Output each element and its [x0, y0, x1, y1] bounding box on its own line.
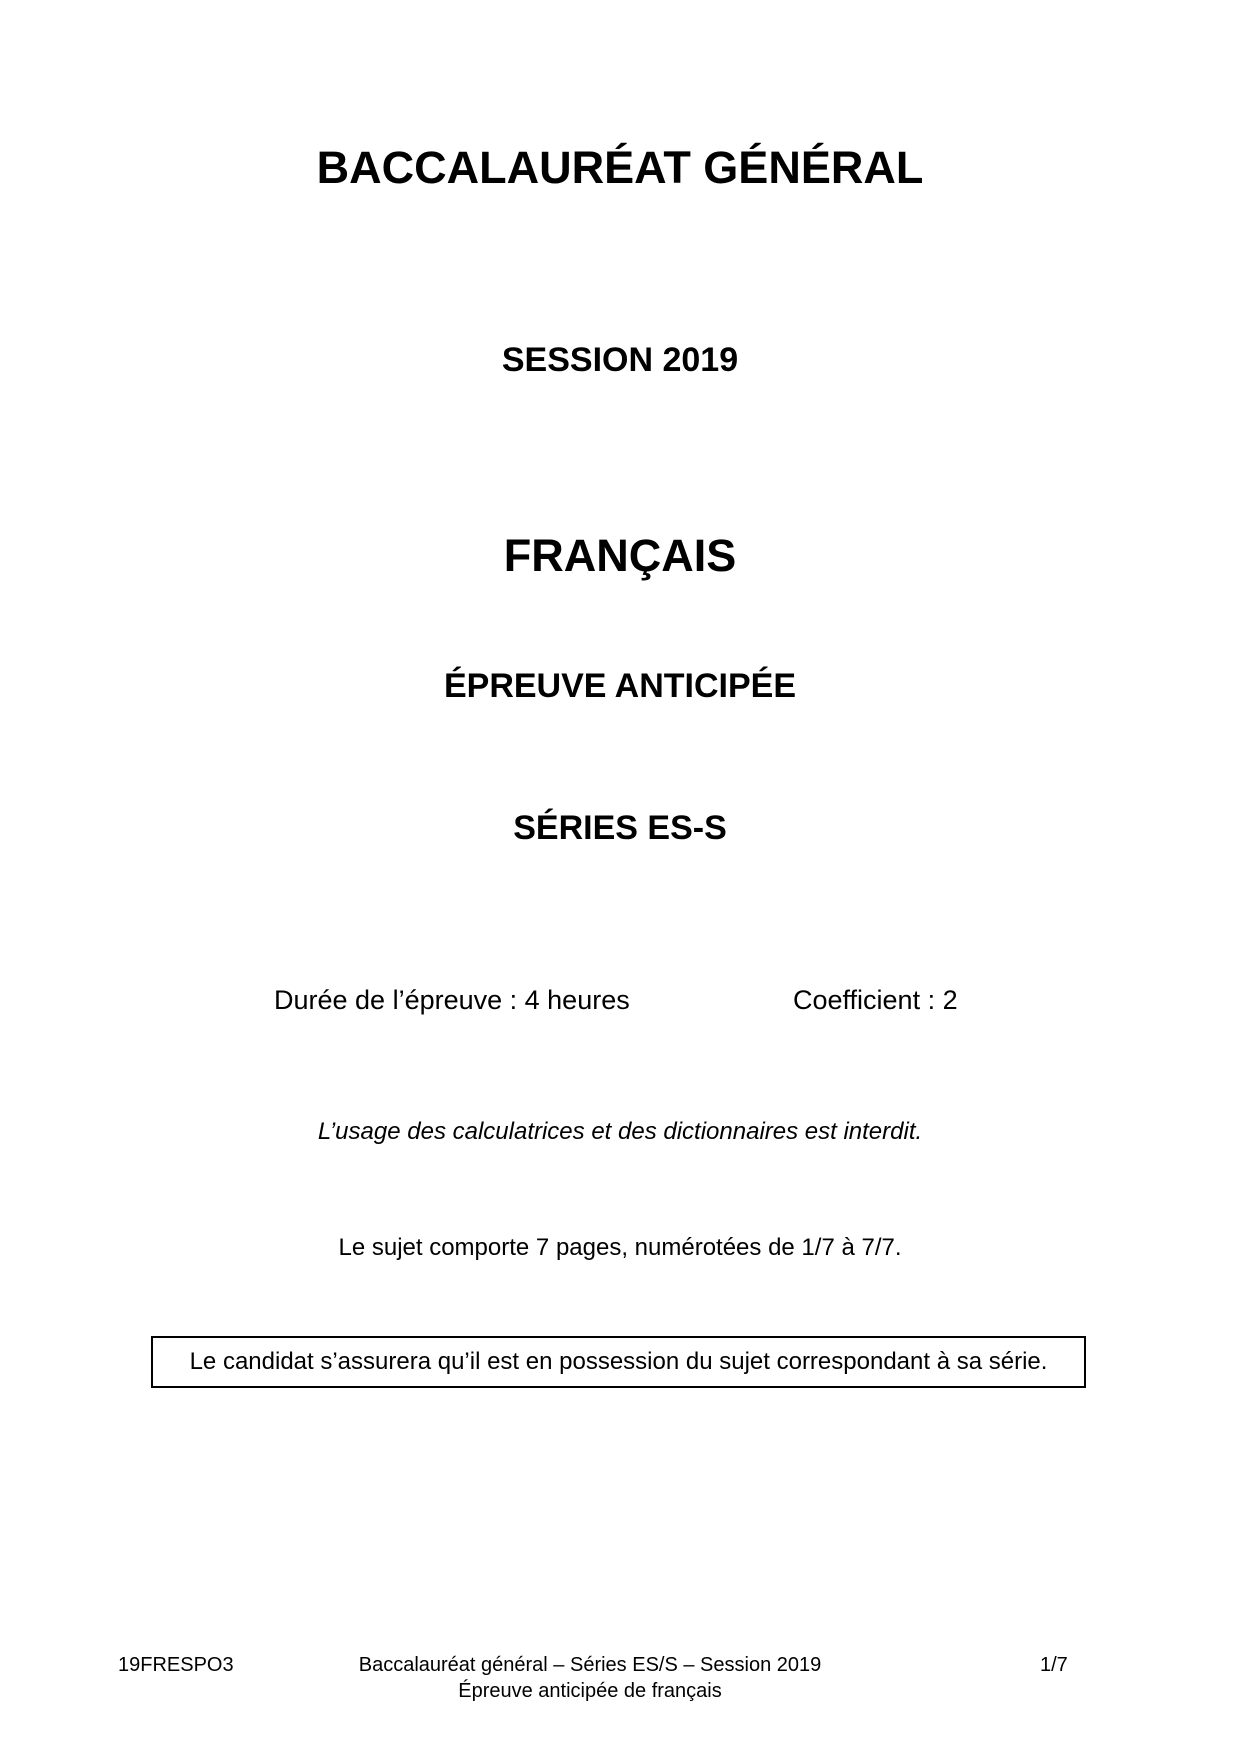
subject-title: FRANÇAIS [503, 530, 737, 581]
duration-text: Durée de l’épreuve : 4 heures [274, 985, 630, 1015]
footer-code: 19FRESPO3 [118, 1654, 234, 1676]
pages-notice: Le sujet comporte 7 pages, numérotées de 1/7 à 7/7. [338, 1234, 902, 1261]
footer-center [300, 1652, 880, 1704]
exam-type-title: ÉPREUVE ANTICIPÉE [443, 667, 797, 705]
series-title: SÉRIES ES-S [513, 809, 727, 847]
footer-line-1: Baccalauréat général – Séries ES/S – Session 2019 [358, 1654, 822, 1676]
session-title: SESSION 2019 [501, 341, 739, 379]
footer-line-2: Épreuve anticipée de français [458, 1680, 722, 1702]
coefficient-text: Coefficient : 2 [793, 985, 958, 1015]
main-title: BACCALAURÉAT GÉNÉRAL [316, 142, 924, 193]
footer-page-number: 1/7 [1040, 1654, 1068, 1676]
usage-notice: L’usage des calculatrices et des dictionnaires est interdit. [317, 1118, 923, 1145]
boxed-notice: Le candidat s’assurera qu’il est en possession du sujet correspondant à sa série. [151, 1336, 1086, 1388]
